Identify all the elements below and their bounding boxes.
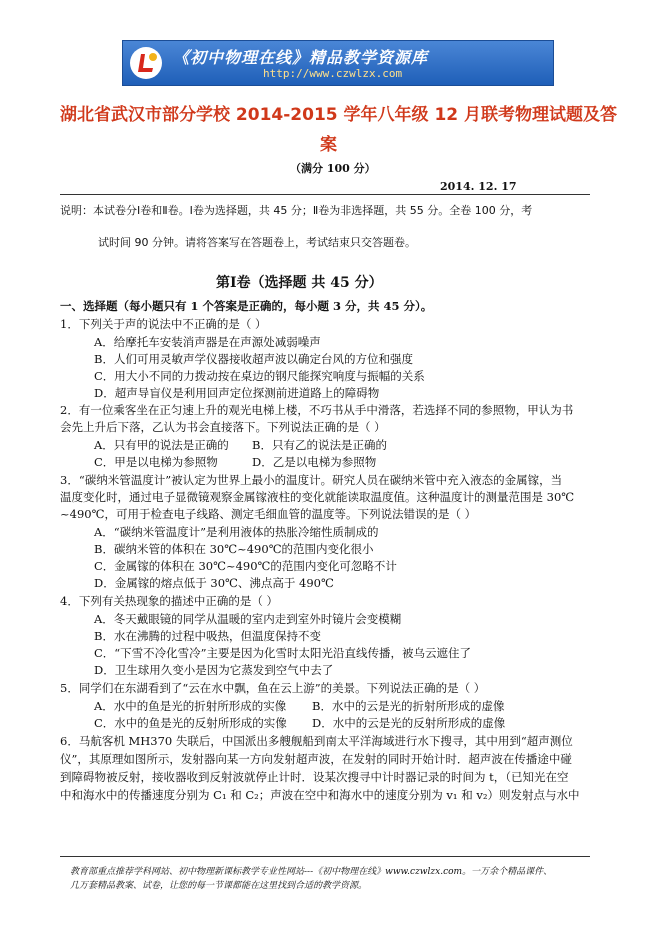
- q1-option-a: A．给摩托车安装消声器是在声源处减弱噪声: [94, 335, 321, 349]
- q2-line1: 2．有一位乘客坐在正匀速上升的观光电梯上楼，不巧书从手中滑落，若选择不同的参照物，甲认为书: [60, 403, 574, 417]
- q6-line4: 中和海水中的传播速度分别为 C₁ 和 C₂；声波在空中和海水中的速度分别为 v₁ 和 v₂）则发射点与水中: [60, 788, 580, 802]
- q5-option-a: A．水中的鱼是光的折射所形成的实像: [94, 699, 287, 713]
- footer-divider: [60, 856, 590, 857]
- q5-option-d: D．水中的云是光的反射所形成的虚像: [312, 716, 506, 730]
- q5-stem: 5．同学们在东湖看到了“云在水中飘，鱼在云上游”的美景。下列说法正确的是（ ）: [60, 681, 486, 695]
- q2-option-b: B．只有乙的说法是正确的: [252, 438, 387, 452]
- site-banner: [122, 40, 554, 86]
- q4-option-d: D．卫生球用久变小是因为它蒸发到空气中去了: [94, 663, 334, 677]
- q3-line2: 温度变化时，通过电子显微镜观察金属镓液柱的变化就能读取温度值。这种温度计的测量范围是 30℃: [60, 490, 575, 504]
- q5-option-c: C．水中的鱼是光的反射所形成的实像: [94, 716, 287, 730]
- q1-option-d: D．超声导盲仪是利用回声定位探测前进道路上的障碍物: [94, 386, 380, 400]
- q3-line3: ~490℃，可用于检查电子线路、测定毛细血管的温度等。下列说法错误的是（ ）: [60, 507, 477, 521]
- q1-option-c: C．用大小不同的力拨动按在桌边的钢尺能探究响度与振幅的关系: [94, 369, 425, 383]
- q2-option-c: C．甲是以电梯为参照物: [94, 455, 218, 469]
- q3-option-c: C．金属镓的体积在 30℃~490℃的范围内变化可忽略不计: [94, 559, 397, 573]
- q6-line1: 6．马航客机 MH370 失联后，中国派出多艘舰船到南太平洋海域进行水下搜寻，其中用到“超声测位: [60, 734, 573, 748]
- q3-option-a: A．“碳纳米管温度计”是利用液体的热胀冷缩性质制成的: [94, 525, 379, 539]
- q4-option-b: B．水在沸腾的过程中吸热，但温度保持不变: [94, 629, 321, 643]
- q6-line2: 仪”，其原理如图所示，发射器向某一方向发射超声波，在发射的同时开始计时．超声波在传播途中碰: [60, 752, 572, 766]
- exam-date: 2014. 12. 17: [440, 180, 517, 193]
- q2-line2: 会先上升后下落，乙认为书会直接落下。下列说法正确的是（ ）: [60, 420, 386, 434]
- q2-option-a: A．只有甲的说法是正确的: [94, 438, 229, 452]
- banner-title: 《初中物理在线》精品教学资源库: [173, 48, 429, 67]
- q3-line1: 3．“碳纳米管温度计”被认定为世界上最小的温度计。研究人员在碳纳米管中充入液态的金属镓，当: [60, 473, 563, 487]
- header-divider: [60, 194, 590, 195]
- site-logo-icon: [129, 46, 163, 80]
- q5-option-b: B．水中的云是光的折射所形成的虚像: [312, 699, 505, 713]
- q1-stem: 1．下列关于声的说法中不正确的是（ ）: [60, 317, 267, 331]
- instructions-line1: 说明：本试卷分Ⅰ卷和Ⅱ卷。Ⅰ卷为选择题，共 45 分；Ⅱ卷为非选择题，共 55 分。全卷 100 分，考: [60, 204, 533, 217]
- page-title-line2: 案: [320, 135, 337, 155]
- q4-option-a: A．冬天戴眼镜的同学从温暖的室内走到室外时镜片会变模糊: [94, 612, 402, 626]
- banner-url[interactable]: http://www.czwlzx.com: [263, 67, 403, 80]
- section-subtitle: 一、选择题（每小题只有 1 个答案是正确的，每小题 3 分，共 45 分）。: [60, 299, 433, 313]
- page-title-line1: 湖北省武汉市部分学校 2014-2015 学年八年级 12 月联考物理试题及答: [60, 105, 618, 125]
- q4-stem: 4．下列有关热现象的描述中正确的是（ ）: [60, 594, 278, 608]
- full-score: （满分 100 分）: [290, 162, 376, 175]
- q6-line3: 到障碍物被反射，接收器收到反射波就停止计时．设某次搜寻中计时器记录的时间为 t，（已知光在空: [60, 770, 569, 784]
- q1-option-b: B．人们可用灵敏声学仪器接收超声波以确定台风的方位和强度: [94, 352, 413, 366]
- instructions-line2: 试时间 90 分钟。请将答案写在答题卷上，考试结束只交答题卷。: [98, 236, 416, 249]
- section-title: 第Ⅰ卷（选择题 共 45 分）: [216, 275, 383, 291]
- q3-option-d: D．金属镓的熔点低于 30℃、沸点高于 490℃: [94, 576, 334, 590]
- q3-option-b: B．碳纳米管的体积在 30℃~490℃的范围内变化很小: [94, 542, 374, 556]
- q4-option-c: C．“下雪不冷化雪冷”主要是因为化雪时太阳光沿直线传播，被乌云遮住了: [94, 646, 472, 660]
- q2-option-d: D．乙是以电梯为参照物: [252, 455, 377, 469]
- footer-line1: 教育部重点推荐学科网站、初中物理新课标教学专业性网站---《初中物理在线》www.czwlzx.com。一万余个精品课件、: [70, 867, 553, 877]
- footer-line2: 几万套精品教案、试卷，让您的每一节课都能在这里找到合适的教学资源。: [70, 881, 368, 891]
